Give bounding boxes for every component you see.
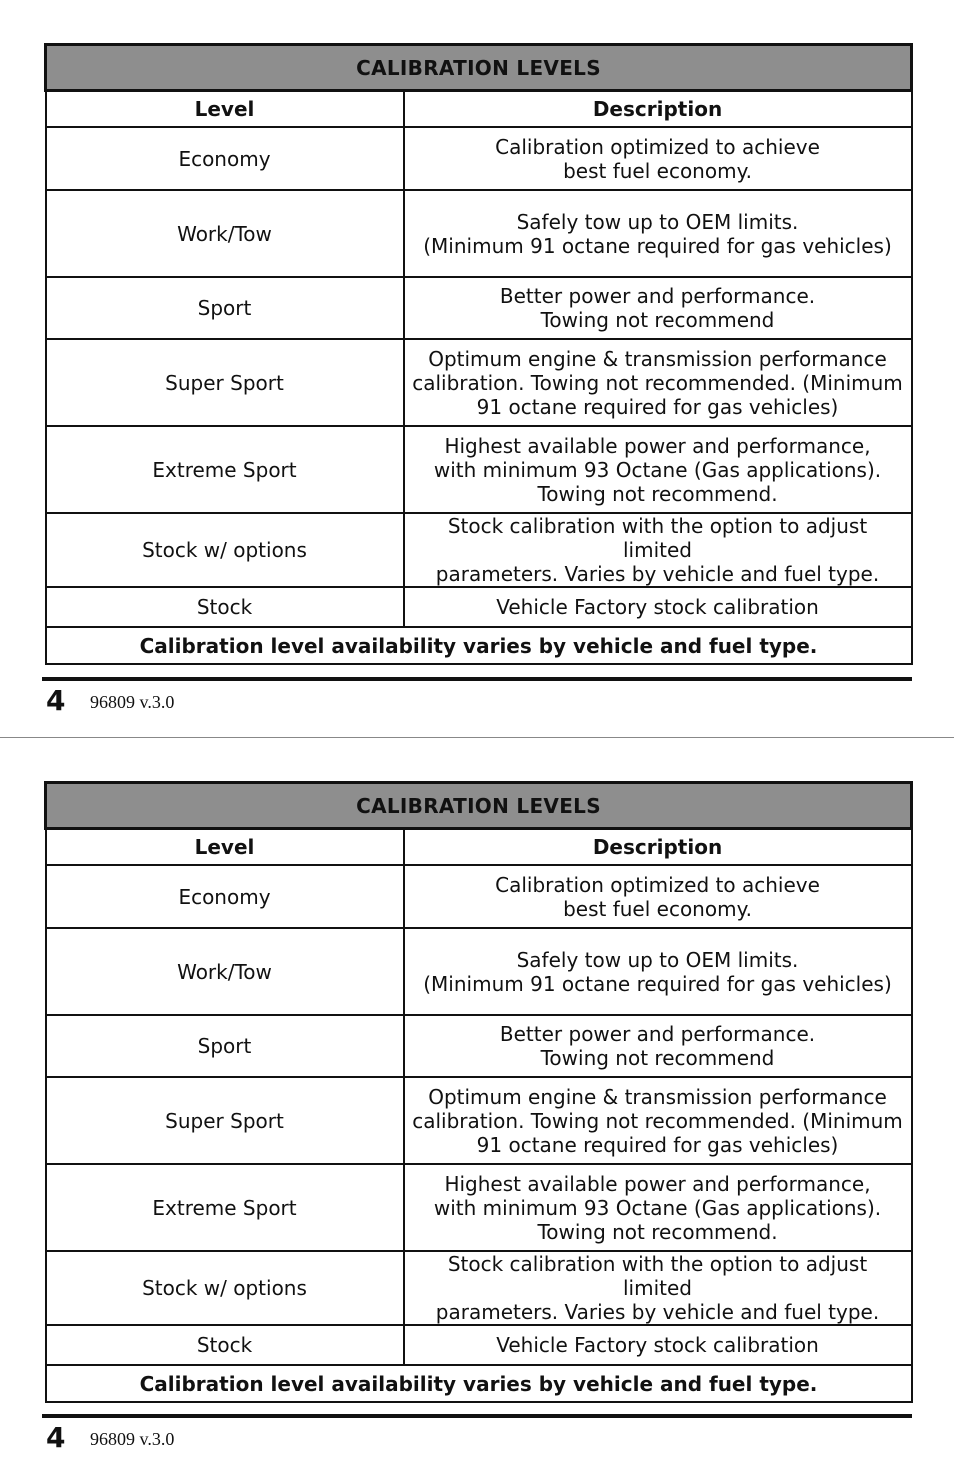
level-cell: Economy xyxy=(46,127,404,190)
table-row xyxy=(46,127,912,190)
description-cell: Safely tow up to OEM limits. (Minimum 91 octane required for gas vehicles) xyxy=(404,928,912,1015)
level-cell: Extreme Sport xyxy=(46,1164,404,1251)
description-cell: Stock calibration with the option to adjust limited parameters. Varies by vehicle and fuel type. xyxy=(404,1251,912,1325)
document-id: 96809 v.3.0 xyxy=(90,692,175,712)
level-cell: Stock xyxy=(46,587,404,627)
description-cell: Safely tow up to OEM limits. (Minimum 91 octane required for gas vehicles) xyxy=(404,190,912,277)
page-number: 4 xyxy=(46,1421,66,1454)
description-cell: Vehicle Factory stock calibration xyxy=(404,1325,912,1365)
table-row xyxy=(46,1015,912,1077)
description-cell: Highest available power and performance, with minimum 93 Octane (Gas applications). Towing not recommend. xyxy=(404,426,912,513)
column-header-level: Level xyxy=(46,91,404,128)
table-row xyxy=(46,1325,912,1365)
table-title: CALIBRATION LEVELS xyxy=(46,45,912,91)
description-cell: Calibration optimized to achieve best fuel economy. xyxy=(404,865,912,928)
level-cell: Stock w/ options xyxy=(46,1251,404,1325)
footer-rule xyxy=(42,677,912,681)
description-cell: Stock calibration with the option to adjust limited parameters. Varies by vehicle and fuel type. xyxy=(404,513,912,587)
table-row xyxy=(46,928,912,1015)
description-cell: Optimum engine & transmission performance calibration. Towing not recommended. (Minimum 91 octane required for gas vehicles) xyxy=(404,339,912,426)
table-row xyxy=(46,426,912,513)
table-row xyxy=(46,587,912,627)
table-row xyxy=(46,865,912,928)
column-header-level: Level xyxy=(46,829,404,866)
table-footnote: Calibration level availability varies by vehicle and fuel type. xyxy=(46,627,912,664)
column-header-description: Description xyxy=(404,91,912,128)
table-title: CALIBRATION LEVELS xyxy=(46,783,912,829)
table-row xyxy=(46,277,912,339)
description-cell: Vehicle Factory stock calibration xyxy=(404,587,912,627)
level-cell: Super Sport xyxy=(46,339,404,426)
page-number: 4 xyxy=(46,684,66,717)
table-row xyxy=(46,1164,912,1251)
table-row xyxy=(46,513,912,587)
description-cell: Better power and performance. Towing not recommend xyxy=(404,1015,912,1077)
table-row xyxy=(46,1077,912,1164)
level-cell: Stock xyxy=(46,1325,404,1365)
description-cell: Better power and performance. Towing not recommend xyxy=(404,277,912,339)
description-cell: Calibration optimized to achieve best fuel economy. xyxy=(404,127,912,190)
level-cell: Super Sport xyxy=(46,1077,404,1164)
level-cell: Sport xyxy=(46,277,404,339)
table-row xyxy=(46,190,912,277)
level-cell: Economy xyxy=(46,865,404,928)
calibration-table xyxy=(44,43,913,665)
description-cell: Optimum engine & transmission performance calibration. Towing not recommended. (Minimum 91 octane required for gas vehicles) xyxy=(404,1077,912,1164)
calibration-table xyxy=(44,781,913,1403)
table-footnote: Calibration level availability varies by vehicle and fuel type. xyxy=(46,1365,912,1402)
level-cell: Work/Tow xyxy=(46,190,404,277)
level-cell: Extreme Sport xyxy=(46,426,404,513)
level-cell: Work/Tow xyxy=(46,928,404,1015)
table-row xyxy=(46,1251,912,1325)
level-cell: Sport xyxy=(46,1015,404,1077)
footer-rule xyxy=(42,1414,912,1418)
level-cell: Stock w/ options xyxy=(46,513,404,587)
document-id: 96809 v.3.0 xyxy=(90,1429,175,1449)
table-row xyxy=(46,339,912,426)
page-separator xyxy=(0,737,954,738)
description-cell: Highest available power and performance, with minimum 93 Octane (Gas applications). Towing not recommend. xyxy=(404,1164,912,1251)
column-header-description: Description xyxy=(404,829,912,866)
